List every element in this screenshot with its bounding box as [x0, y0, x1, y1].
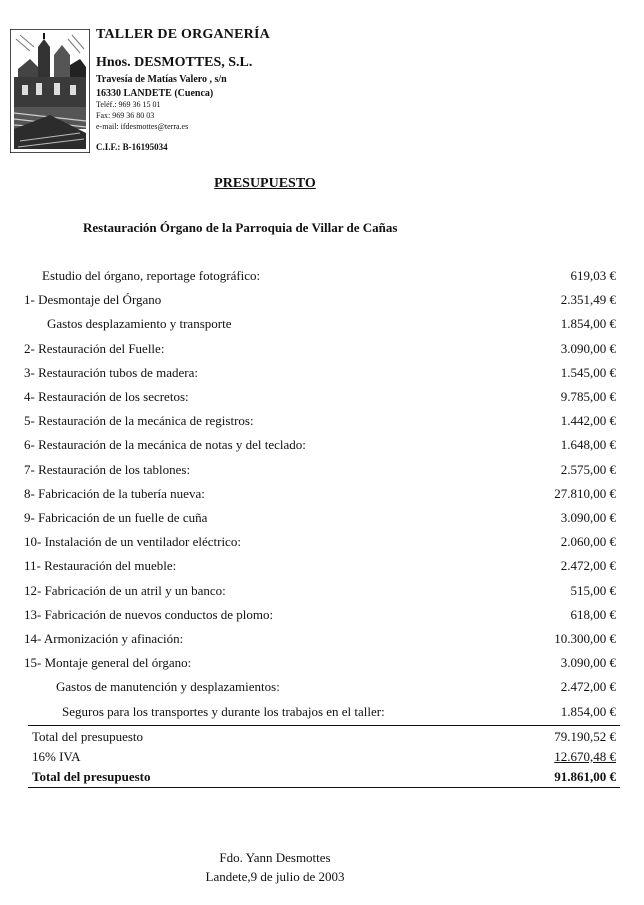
budget-item-row	[24, 655, 616, 675]
item-label: Seguros para los transportes y durante los trabajos en el taller:	[62, 704, 385, 719]
item-label: 1- Desmontaje del Órgano	[24, 292, 162, 307]
church-engraving-logo	[10, 29, 90, 153]
item-amount: 1.648,00 €	[560, 437, 616, 452]
letterhead	[96, 27, 270, 152]
document-subject: Restauración Órgano de la Parroquia de Villar de Cañas	[83, 220, 398, 235]
signature-block	[160, 848, 390, 886]
budget-item-row	[24, 558, 616, 578]
subtotal-label: Total del presupuesto	[32, 729, 144, 744]
budget-item-row	[24, 486, 616, 506]
item-label: 13- Fabricación de nuevos conductos de plomo:	[24, 607, 274, 622]
item-label: 11- Restauración del mueble:	[24, 558, 177, 573]
address-line-2: 16330 LANDETE (Cuenca)	[96, 88, 214, 99]
budget-item-row	[24, 437, 616, 457]
item-label: 15- Montaje general del órgano:	[24, 655, 192, 670]
totals-divider	[28, 725, 620, 726]
item-amount: 2.351,49 €	[560, 292, 616, 307]
budget-item-row	[24, 704, 616, 724]
item-amount: 619,03 €	[570, 268, 616, 283]
budget-item-row	[24, 583, 616, 603]
item-amount: 9.785,00 €	[560, 389, 616, 404]
item-label: 7- Restauración de los tablones:	[24, 462, 191, 477]
email: e-mail: ifdesmottes@terra.es	[96, 122, 189, 131]
item-label: 4- Restauración de los secretos:	[24, 389, 189, 404]
total-underline	[28, 787, 620, 788]
tax-id: C.I.F.: B-16195034	[96, 142, 168, 152]
item-amount: 3.090,00 €	[560, 341, 616, 356]
item-amount: 2.060,00 €	[560, 534, 616, 549]
address-line-1: Travesía de Matías Valero , s/n	[96, 74, 227, 85]
item-amount: 1.854,00 €	[560, 316, 616, 331]
budget-item-row	[24, 316, 616, 336]
signed-by: Fdo. Yann Desmottes	[219, 850, 331, 865]
item-label: 8- Fabricación de la tubería nueva:	[24, 486, 205, 501]
item-label: 14- Armonización y afinación:	[24, 631, 184, 646]
item-amount: 515,00 €	[570, 583, 616, 598]
item-label: 3- Restauración tubos de madera:	[24, 365, 198, 380]
budget-item-row	[24, 292, 616, 312]
item-amount: 1.442,00 €	[560, 413, 616, 428]
item-label: Gastos de manutención y desplazamientos:	[56, 679, 280, 694]
item-label: 10- Instalación de un ventilador eléctrico:	[24, 534, 241, 549]
budget-item-row	[24, 389, 616, 409]
budget-item-row	[24, 534, 616, 554]
item-amount: 10.300,00 €	[554, 631, 616, 646]
phone: Teléf.: 969 36 15 01	[96, 100, 161, 109]
place-date: Landete,9 de julio de 2003	[205, 869, 345, 884]
item-amount: 1.854,00 €	[560, 704, 616, 719]
total-row	[28, 769, 616, 789]
vat-row	[28, 749, 616, 769]
item-amount: 2.472,00 €	[560, 558, 616, 573]
item-label: 9- Fabricación de un fuelle de cuña	[24, 510, 208, 525]
subtotal-amount: 79.190,52 €	[554, 729, 616, 744]
document-title: PRESUPUESTO	[214, 176, 316, 191]
fax: Fax: 969 36 80 03	[96, 111, 155, 120]
item-label: 12- Fabricación de un atril y un banco:	[24, 583, 226, 598]
total-label: Total del presupuesto	[32, 769, 151, 784]
item-label: Estudio del órgano, reportage fotográfico:	[42, 268, 261, 283]
item-amount: 2.575,00 €	[560, 462, 616, 477]
item-label: Gastos desplazamiento y transporte	[47, 316, 232, 331]
budget-item-row	[24, 268, 616, 288]
item-label: 6- Restauración de la mecánica de notas y del teclado:	[24, 437, 306, 452]
company-name: Hnos. DESMOTTES, S.L.	[96, 55, 253, 70]
budget-item-row	[24, 462, 616, 482]
budget-item-row	[24, 607, 616, 627]
item-amount: 1.545,00 €	[560, 365, 616, 380]
item-amount: 2.472,00 €	[560, 679, 616, 694]
vat-label: 16% IVA	[32, 749, 81, 764]
vat-amount: 12.670,48 €	[554, 749, 616, 764]
workshop-name: TALLER DE ORGANERÍA	[96, 27, 270, 42]
budget-item-row	[24, 679, 616, 699]
subtotal-row	[28, 729, 616, 749]
item-amount: 27.810,00 €	[554, 486, 616, 501]
budget-item-row	[24, 510, 616, 530]
item-label: 2- Restauración del Fuelle:	[24, 341, 165, 356]
budget-item-row	[24, 631, 616, 651]
budget-item-row	[24, 365, 616, 385]
budget-item-row	[24, 341, 616, 361]
total-amount: 91.861,00 €	[554, 769, 616, 784]
item-amount: 3.090,00 €	[560, 655, 616, 670]
item-label: 5- Restauración de la mecánica de registros:	[24, 413, 254, 428]
budget-item-row	[24, 413, 616, 433]
item-amount: 618,00 €	[570, 607, 616, 622]
item-amount: 3.090,00 €	[560, 510, 616, 525]
